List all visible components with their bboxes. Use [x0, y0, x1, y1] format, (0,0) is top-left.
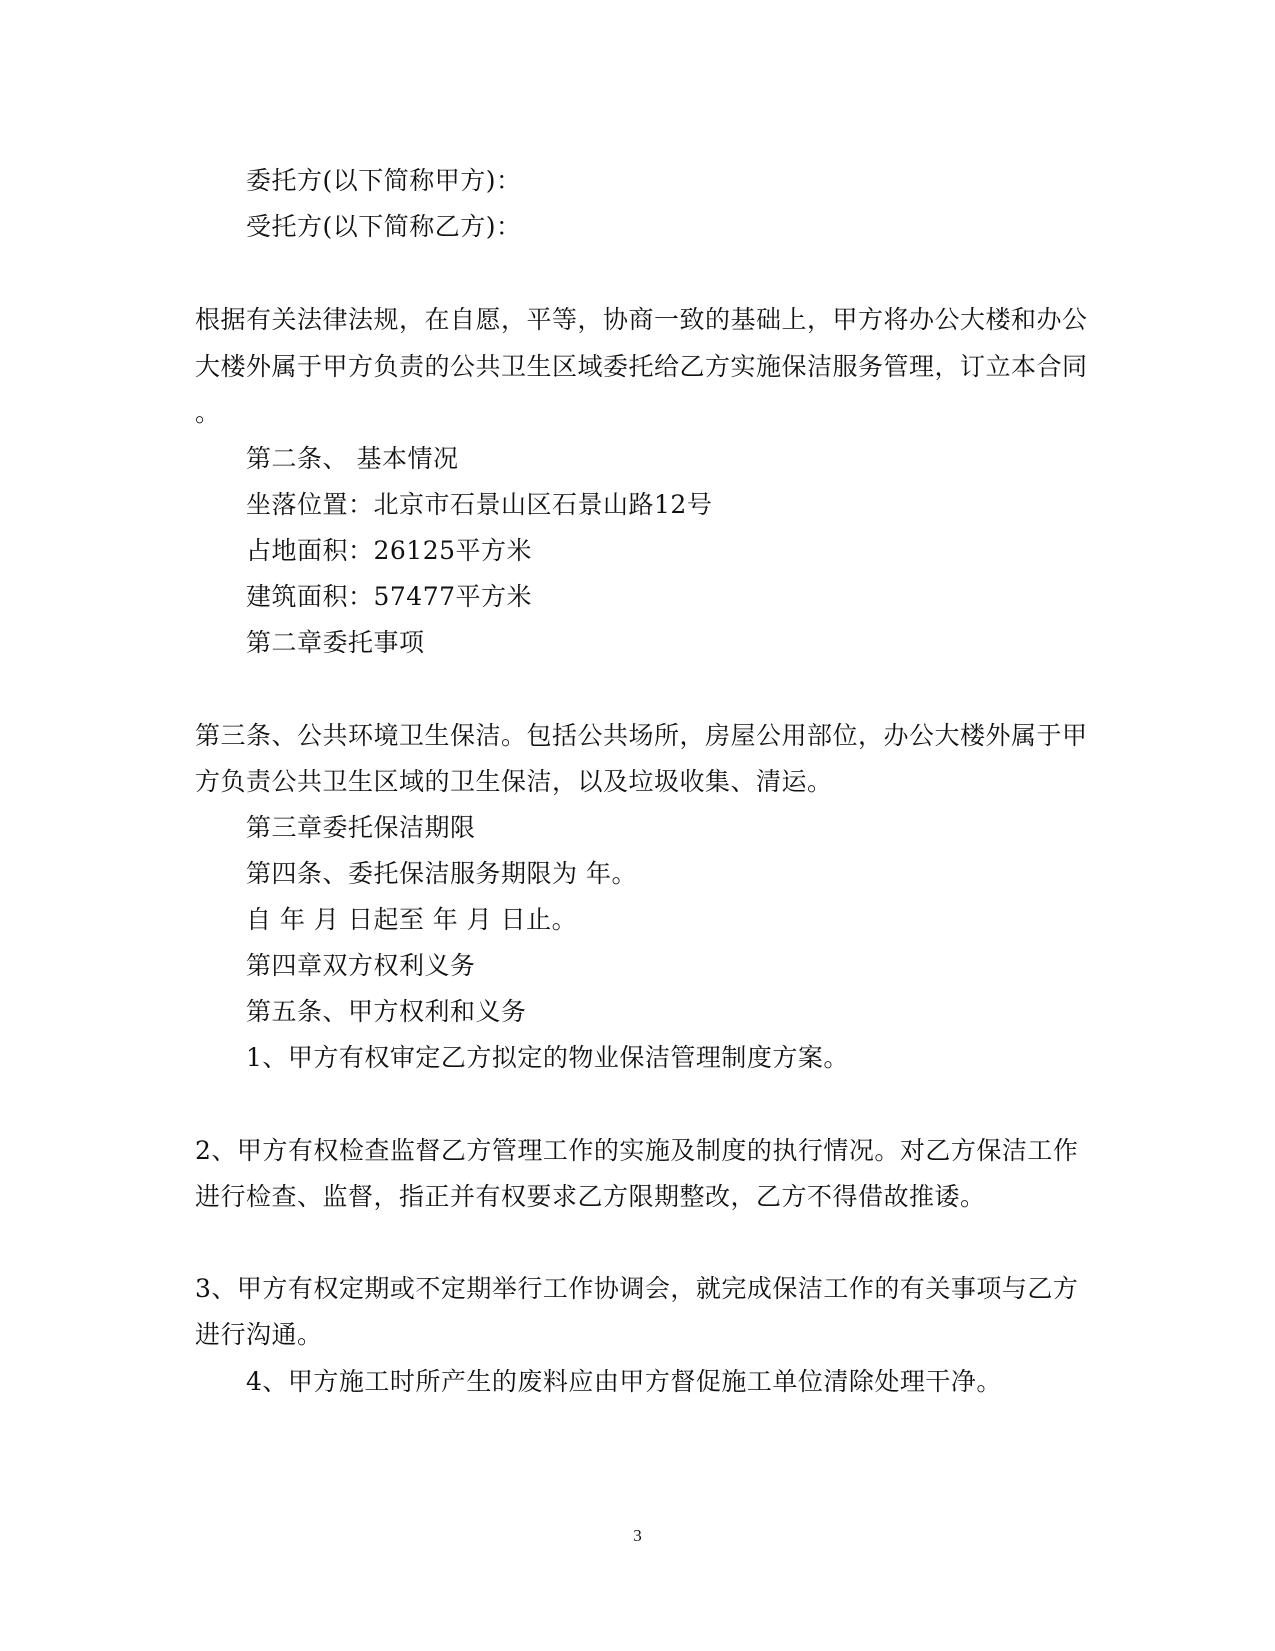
- text-line: 第三条、公共环境卫生保洁。包括公共场所，房屋公用部位，办公大楼外属于甲: [195, 721, 1088, 750]
- chapter-heading: 第三章委托保洁期限: [246, 813, 476, 842]
- text-line: 进行检查、监督，指正并有权要求乙方限期整改，乙方不得借故推诿。: [195, 1182, 986, 1211]
- chapter-heading: 第二章委托事项: [246, 628, 425, 657]
- text-line: 大楼外属于甲方负责的公共卫生区域委托给乙方实施保洁服务管理，订立本合同: [195, 352, 1088, 381]
- text-line: 4、甲方施工时所产生的废料应由甲方督促施工单位清除处理干净。: [246, 1367, 1002, 1396]
- text-line: 进行沟通。: [195, 1320, 323, 1349]
- chapter-heading: 第四章双方权利义务: [246, 951, 476, 980]
- text-line: 2、甲方有权检查监督乙方管理工作的实施及制度的执行情况。对乙方保洁工作: [195, 1136, 1079, 1165]
- text-line: 建筑面积：57477平方米: [246, 582, 533, 611]
- text-line: 3、甲方有权定期或不定期举行工作协调会，就完成保洁工作的有关事项与乙方: [195, 1274, 1079, 1303]
- section-heading: 第五条、甲方权利和义务: [246, 997, 527, 1026]
- text-line: 受托方(以下简称乙方)：: [246, 212, 522, 241]
- text-line: 方负责公共卫生区域的卫生保洁，以及垃圾收集、清运。: [195, 767, 833, 796]
- text-line: 占地面积：26125平方米: [246, 536, 533, 565]
- text-line: 。: [195, 398, 221, 427]
- text-line: 第四条、委托保洁服务期限为 年。: [246, 859, 637, 888]
- text-line: 自 年 月 日起至 年 月 日止。: [246, 905, 578, 934]
- text-line: 根据有关法律法规，在自愿，平等，协商一致的基础上，甲方将办公大楼和办公: [195, 305, 1088, 334]
- text-line: 1、甲方有权审定乙方拟定的物业保洁管理制度方案。: [246, 1043, 849, 1072]
- section-heading: 第二条、 基本情况: [246, 444, 459, 473]
- page-number: 3: [633, 1526, 642, 1545]
- text-line: 委托方(以下简称甲方)：: [246, 166, 522, 195]
- text-line: 坐落位置：北京市石景山区石景山路12号: [246, 490, 713, 519]
